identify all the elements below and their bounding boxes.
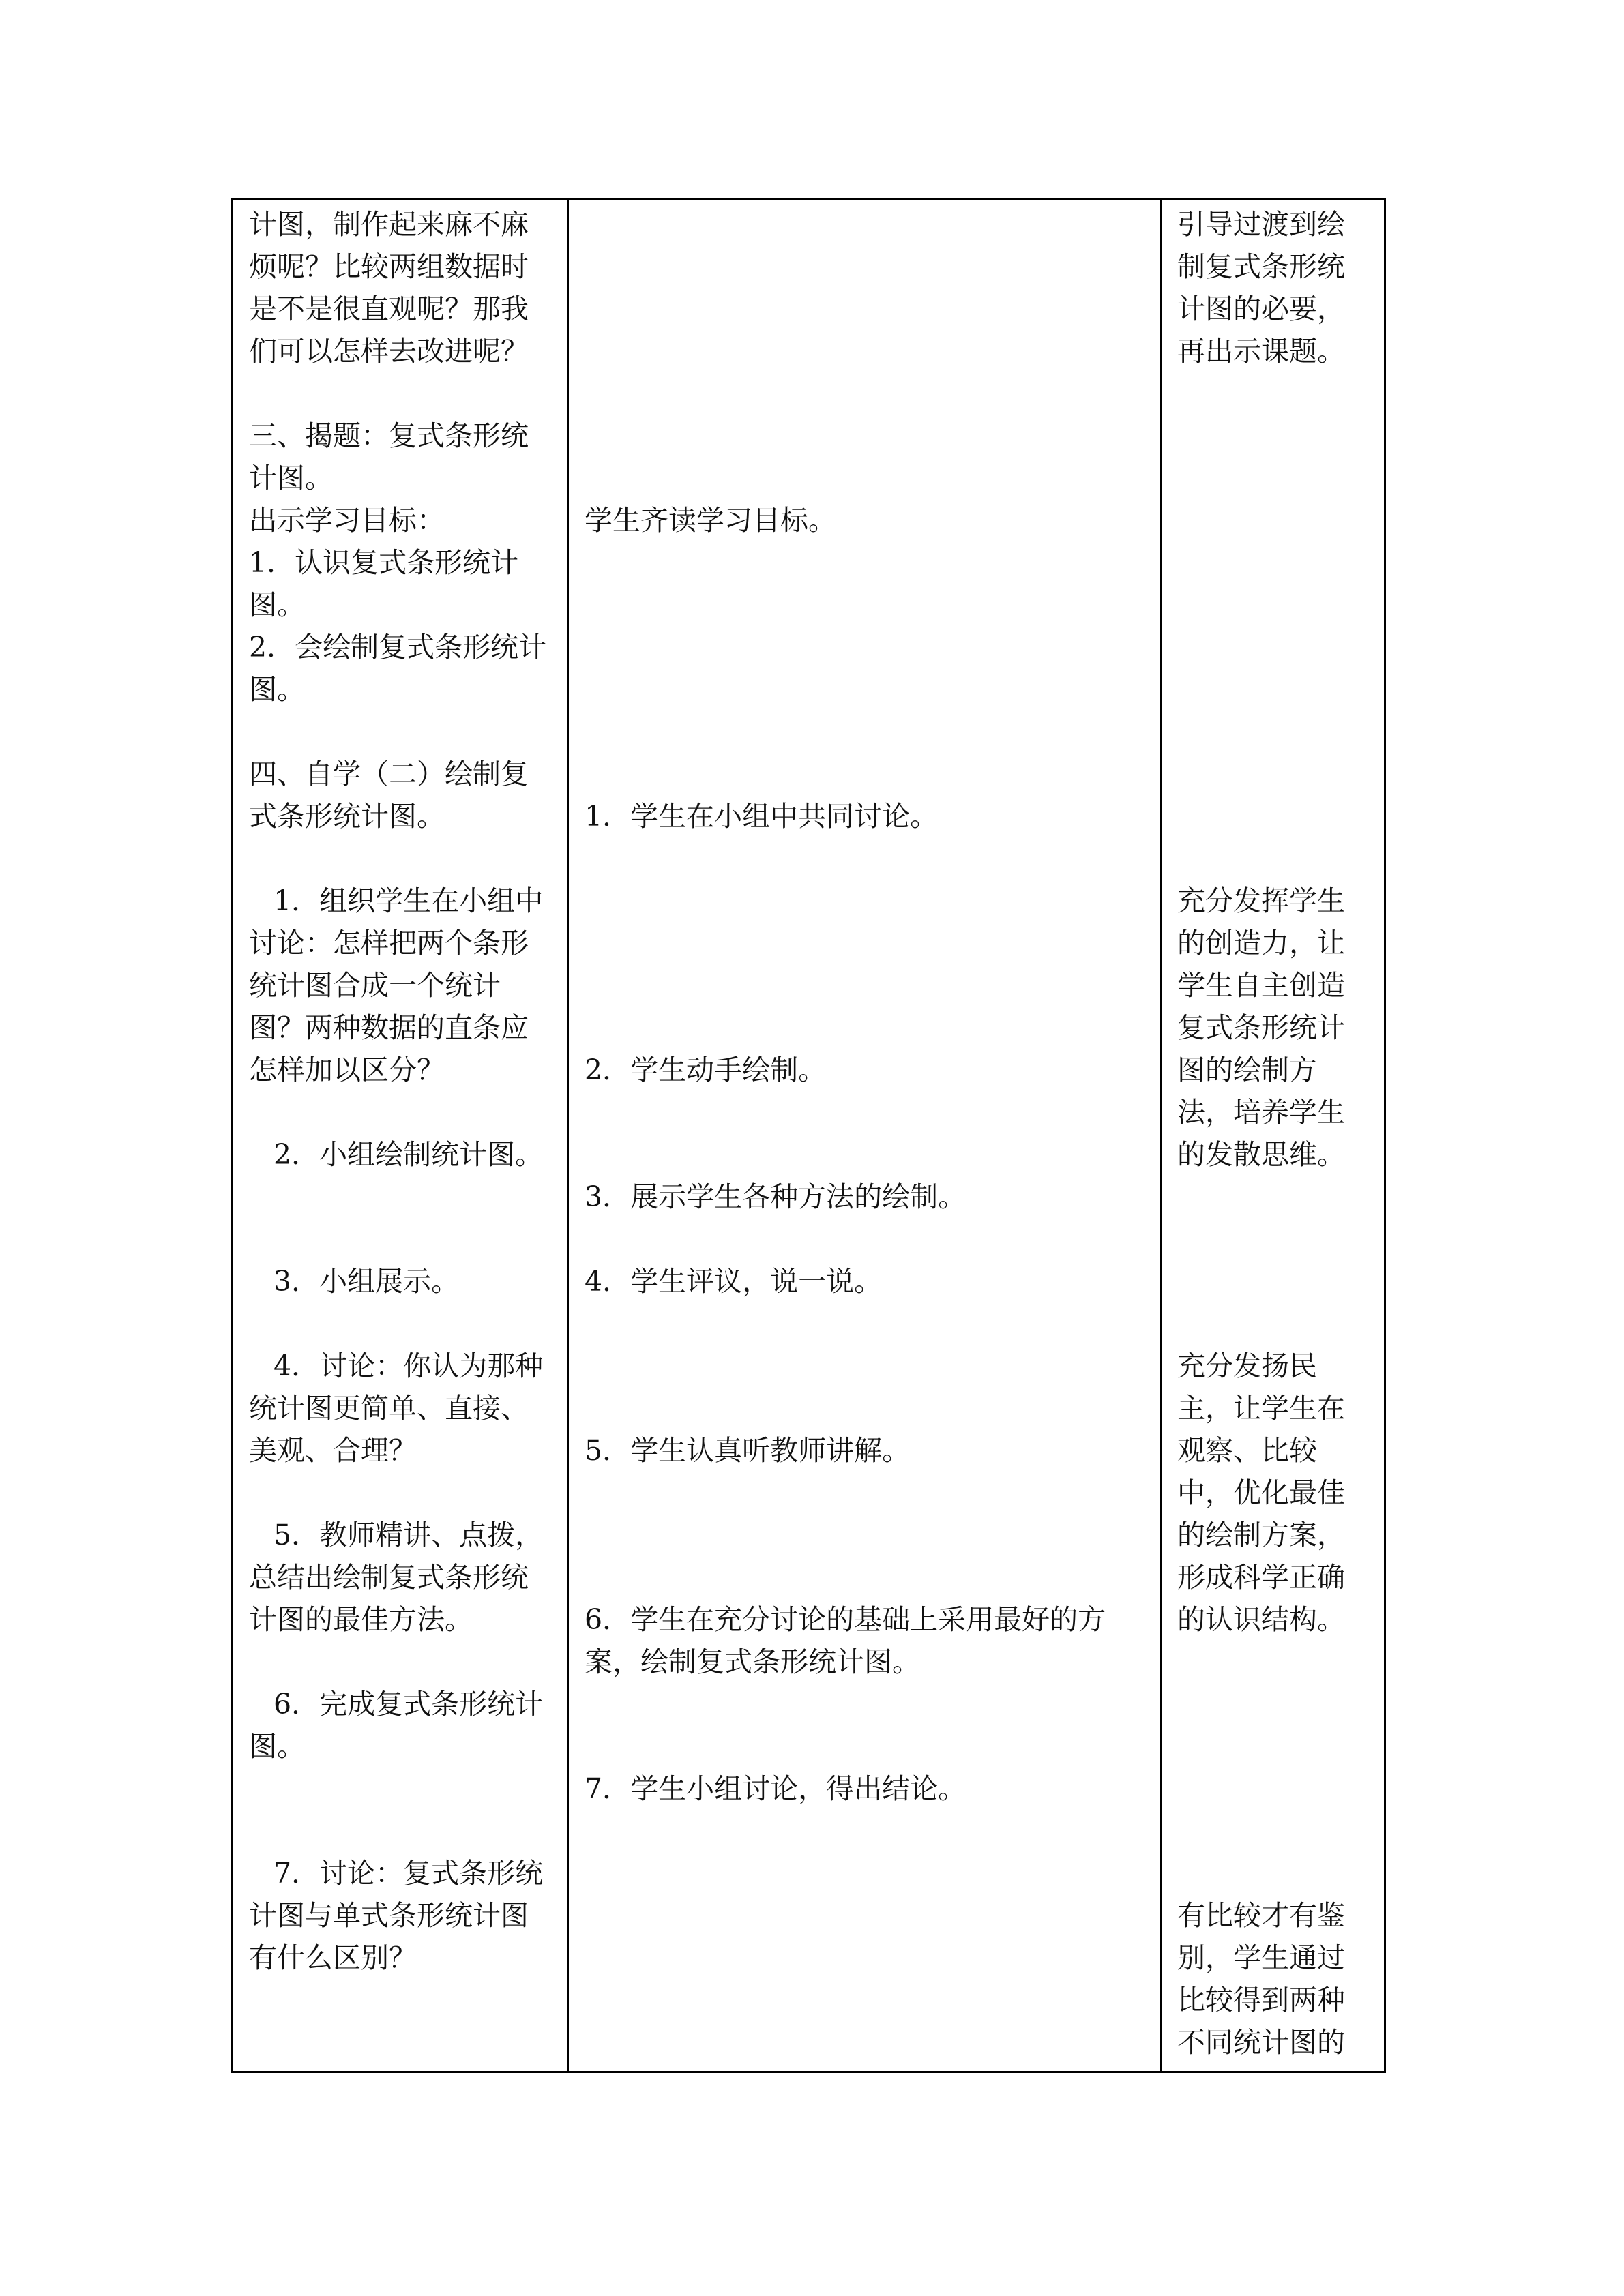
design-intent-line: 中，优化最佳 <box>1177 1476 1345 1509</box>
teacher-activity-line: 图。 <box>249 1730 305 1763</box>
design-intent-line: 的创造力，让 <box>1177 927 1345 959</box>
design-intent-line: 引导过渡到绘 <box>1177 208 1345 241</box>
teacher-activity-line: 3．小组展示。 <box>274 1265 460 1298</box>
teacher-activity-line: 统计图合成一个统计 <box>249 969 501 1002</box>
design-intent-line: 再出示课题。 <box>1177 335 1345 368</box>
student-activity-line: 2．学生动手绘制。 <box>585 1054 827 1086</box>
design-intent-line: 的发散思维。 <box>1177 1138 1345 1171</box>
design-intent-line: 的绘制方案， <box>1177 1519 1345 1551</box>
student-activity-line: 3．展示学生各种方法的绘制。 <box>585 1180 966 1213</box>
teacher-activity-line: 总结出绘制复式条形统 <box>249 1561 529 1594</box>
teacher-activity-line: 计图。 <box>249 462 333 494</box>
design-intent-line: 充分发扬民 <box>1177 1350 1317 1382</box>
teacher-activity-line: 5．教师精讲、点拨， <box>274 1519 544 1551</box>
design-intent-line: 比较得到两种 <box>1177 1984 1345 2016</box>
teacher-activity-line: 图？两种数据的直条应 <box>249 1011 529 1044</box>
design-intent-line: 别，学生通过 <box>1177 1941 1345 1974</box>
teacher-activity-line: 7．讨论：复式条形统 <box>274 1857 544 1890</box>
design-intent-line: 计图的必要， <box>1177 293 1345 325</box>
teacher-activity-line: 4．讨论：你认为那种 <box>274 1350 544 1382</box>
teacher-activity-line: 2．小组绘制统计图。 <box>274 1138 544 1171</box>
design-intent-line: 制复式条形统 <box>1177 250 1345 283</box>
teacher-activity-line: 三、揭题：复式条形统 <box>249 419 529 452</box>
teacher-activity-line: 1．组织学生在小组中 <box>274 884 544 917</box>
design-intent-line: 图的绘制方 <box>1177 1054 1317 1086</box>
teacher-activity-line: 计图与单式条形统计图 <box>249 1899 529 1932</box>
student-activity-line: 1．学生在小组中共同讨论。 <box>585 800 939 833</box>
teacher-activity-line: 怎样加以区分？ <box>249 1054 445 1086</box>
teacher-activity-line: 讨论：怎样把两个条形 <box>249 927 529 959</box>
teacher-activity-line: 1．认识复式条形统计 <box>249 546 519 579</box>
student-activity-line: 学生齐读学习目标。 <box>585 504 836 537</box>
teacher-activity-line: 美观、合理？ <box>249 1434 417 1467</box>
teacher-activity-line: 烦呢？比较两组数据时 <box>249 250 529 283</box>
teacher-activity-line: 6．完成复式条形统计 <box>274 1688 544 1720</box>
teacher-activity-line: 四、自学（二）绘制复 <box>249 758 529 790</box>
design-intent-line: 法，培养学生 <box>1177 1096 1345 1129</box>
student-activity-line: 6．学生在充分讨论的基础上采用最好的方 <box>585 1603 1106 1636</box>
design-intent-line: 复式条形统计 <box>1177 1011 1345 1044</box>
design-intent-line: 学生自主创造 <box>1177 969 1345 1002</box>
design-intent-line: 观察、比较 <box>1177 1434 1317 1467</box>
column-divider <box>567 200 569 2071</box>
design-intent-line: 形成科学正确 <box>1177 1561 1345 1594</box>
student-activity-line: 案，绘制复式条形统计图。 <box>585 1645 920 1678</box>
teacher-activity-line: 2．会绘制复式条形统计 <box>249 631 547 664</box>
design-intent-line: 有比较才有鉴 <box>1177 1899 1345 1932</box>
teacher-activity-line: 出示学习目标： <box>249 504 445 537</box>
lesson-plan-table <box>231 198 1386 2073</box>
teacher-activity-line: 图。 <box>249 588 305 621</box>
design-intent-line: 主，让学生在 <box>1177 1392 1345 1425</box>
teacher-activity-line: 计图，制作起来麻不麻 <box>249 208 529 241</box>
teacher-activity-line: 们可以怎样去改进呢？ <box>249 335 529 368</box>
teacher-activity-line: 统计图更简单、直接、 <box>249 1392 529 1425</box>
design-intent-line: 的认识结构。 <box>1177 1603 1345 1636</box>
teacher-activity-line: 计图的最佳方法。 <box>249 1603 473 1636</box>
design-intent-line: 充分发挥学生 <box>1177 884 1345 917</box>
teacher-activity-line: 是不是很直观呢？那我 <box>249 293 529 325</box>
student-activity-line: 7．学生小组讨论，得出结论。 <box>585 1772 966 1805</box>
student-activity-line: 5．学生认真听教师讲解。 <box>585 1434 911 1467</box>
design-intent-line: 不同统计图的 <box>1177 2026 1345 2059</box>
column-divider <box>1160 200 1162 2071</box>
teacher-activity-line: 有什么区别？ <box>249 1941 417 1974</box>
teacher-activity-line: 图。 <box>249 673 305 706</box>
teacher-activity-line: 式条形统计图。 <box>249 800 445 833</box>
student-activity-line: 4．学生评议，说一说。 <box>585 1265 883 1298</box>
